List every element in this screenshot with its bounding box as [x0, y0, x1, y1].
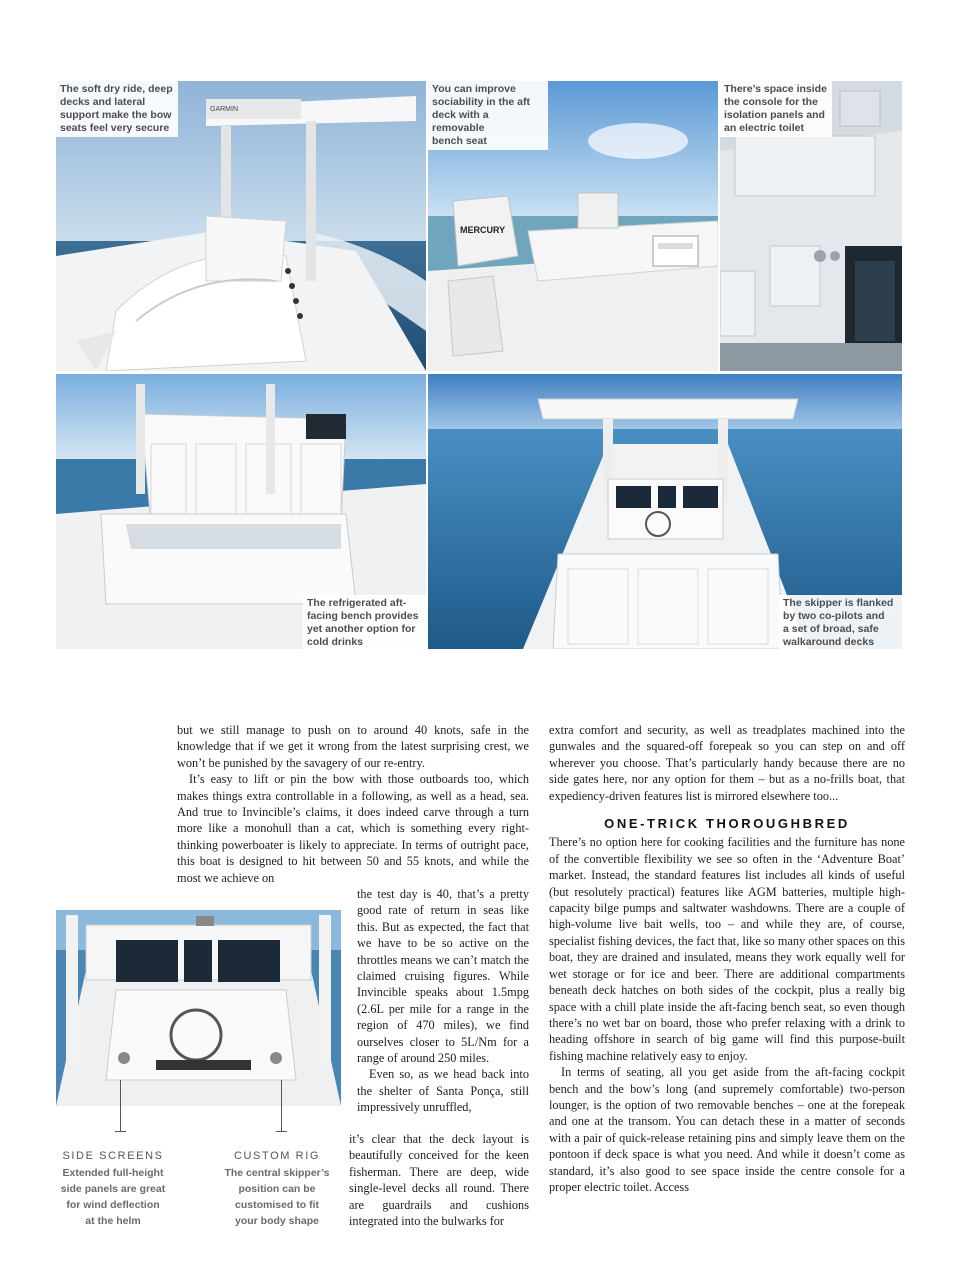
- paragraph: it’s clear that the deck layout is beautifully conceived for the keen fisherman. There are deep, wide single-level decks all round. There are guardrails and cushions integrated into the bulwarks for: [349, 1132, 529, 1229]
- outboard-brand-text: MERCURY: [460, 225, 506, 235]
- callout-line-right: [281, 1080, 282, 1132]
- callout-tick-left: [115, 1131, 126, 1132]
- paragraph: but we still manage to push on to around 40 knots, safe in the knowledge that if we get it wrong from the latest surprising crest, we won’t be punished by the savagery of our re-entry.: [177, 723, 529, 770]
- photo4-caption: The refrigerated aft- facing bench provides yet another option for cold drinks: [303, 595, 426, 649]
- section-heading: ONE-TRICK THOROUGHBRED: [604, 816, 850, 832]
- callout-side-screens: [48, 1150, 178, 1229]
- callout-line-left: [120, 1080, 121, 1132]
- callout-side-screens-title: SIDE SCREENS: [62, 1150, 164, 1162]
- photo-aft-deck: [428, 81, 718, 371]
- callout-custom-rig-title: CUSTOM RIG: [233, 1150, 321, 1162]
- callout-tick-right: [276, 1131, 287, 1132]
- photo5-caption: The skipper is flanked by two co-pilots and a set of broad, safe walkaround decks: [779, 595, 902, 649]
- photo3-caption: There’s space inside the console for the isolation panels and an electric toilet: [720, 81, 832, 137]
- article-column-1-narrow: [357, 886, 529, 1116]
- photo1-caption: The soft dry ride, deep decks and lateral support make the bow seats feel very secure: [56, 81, 178, 137]
- callout-side-screens-body: Extended full-height side panels are great for wind deflection at the helm: [60, 1167, 166, 1227]
- article-column-1-bottom: [349, 1131, 529, 1229]
- article-column-2: [549, 722, 905, 1195]
- callout-custom-rig-body: The central skipper’s position can be customised to fit your body shape: [224, 1167, 330, 1227]
- paragraph: extra comfort and security, as well as treadplates machined into the gunwales and the squared-off forepeak so you can step on and off wherever you choose. That’s particularly handy because there are no side gates here, nor any option for them – but as a no-frills boat, that expediency-driven features list is mirrored elsewhere too...: [549, 723, 905, 803]
- photo-helm-console: [56, 910, 341, 1106]
- photo2-caption: You can improve sociability in the aft deck with a removable bench seat: [428, 81, 548, 150]
- paragraph: Even so, as we head back into the shelter of Santa Ponça, still impressively unruffled,: [357, 1067, 529, 1115]
- photo-console-interior: [720, 81, 902, 371]
- article-column-1-top: [177, 722, 529, 886]
- paragraph: There’s no option here for cooking facilities and the furniture has none of the convertible flexibility we see so often in the ‘Adventure Boat’ market. Instead, the standard features list includes all kinds of useful (but resolutely practical) features like AGM batteries, multiple high-capacity bilge pumps and saltwater washdowns. There are a couple of high-volume live bait wells, too – and while they are, of course, specialist fishing devices, the fact that, like so many other spaces on this boat, they are drained and insulated, means they work equally well for wet storage or for ice and beer. There are additional compartments beneath deck hatches on both sides of the cockpit, plus a really big space with a chill plate inside the aft-facing bench seat, so even though there’s no wet bar on board, those who prefer relaxing with a drink to heading offshore in search of big game will find this purpose-built fishing machine relatively easy to enjoy.: [549, 835, 905, 1063]
- photo-helm-walkaround: [428, 374, 902, 649]
- paragraph: In terms of seating, all you get aside from the aft-facing cockpit bench and the bow’s long (and supremely comfortable) two-person lounger, is the option of two removable benches – one at the forepeak and one at the transom. You can detach these in a matter of seconds with a pair of quick-release retaining pins and simply leave them on the pontoon if deck space is what you need. And while it doesn’t come as standard, it’s also good to see space inside the centre console for a proper electric toilet. Access: [549, 1065, 905, 1194]
- paragraph: the test day is 40, that’s a pretty good rate of return in seas like this. But as expected, the fact that we have to be so active on the throttles means we can’t match the claimed cruising figures. While Invincible speaks about 1.5mpg (2.6L per mile for a range in the region of 470 miles), we find ourselves closer to 5L/Nm for a range of around 250 miles.: [357, 887, 529, 1066]
- photo-refrigerated-bench: [56, 374, 426, 649]
- garmin-logo-text: GARMIN: [210, 106, 238, 113]
- paragraph: It’s easy to lift or pin the bow with those outboards too, which makes things extra controllable in a following, as well as a head, sea. And true to Invincible’s claims, it does indeed carve through a turn more like a monohull than a cat, which is something every right-thinking powerboater is likely to appreciate. In terms of outright pace, this boat is designed to hit between 50 and 55 knots, and while the most we achieve on: [177, 772, 529, 885]
- callout-custom-rig: [212, 1150, 342, 1229]
- photo-bow-seats: [56, 81, 426, 371]
